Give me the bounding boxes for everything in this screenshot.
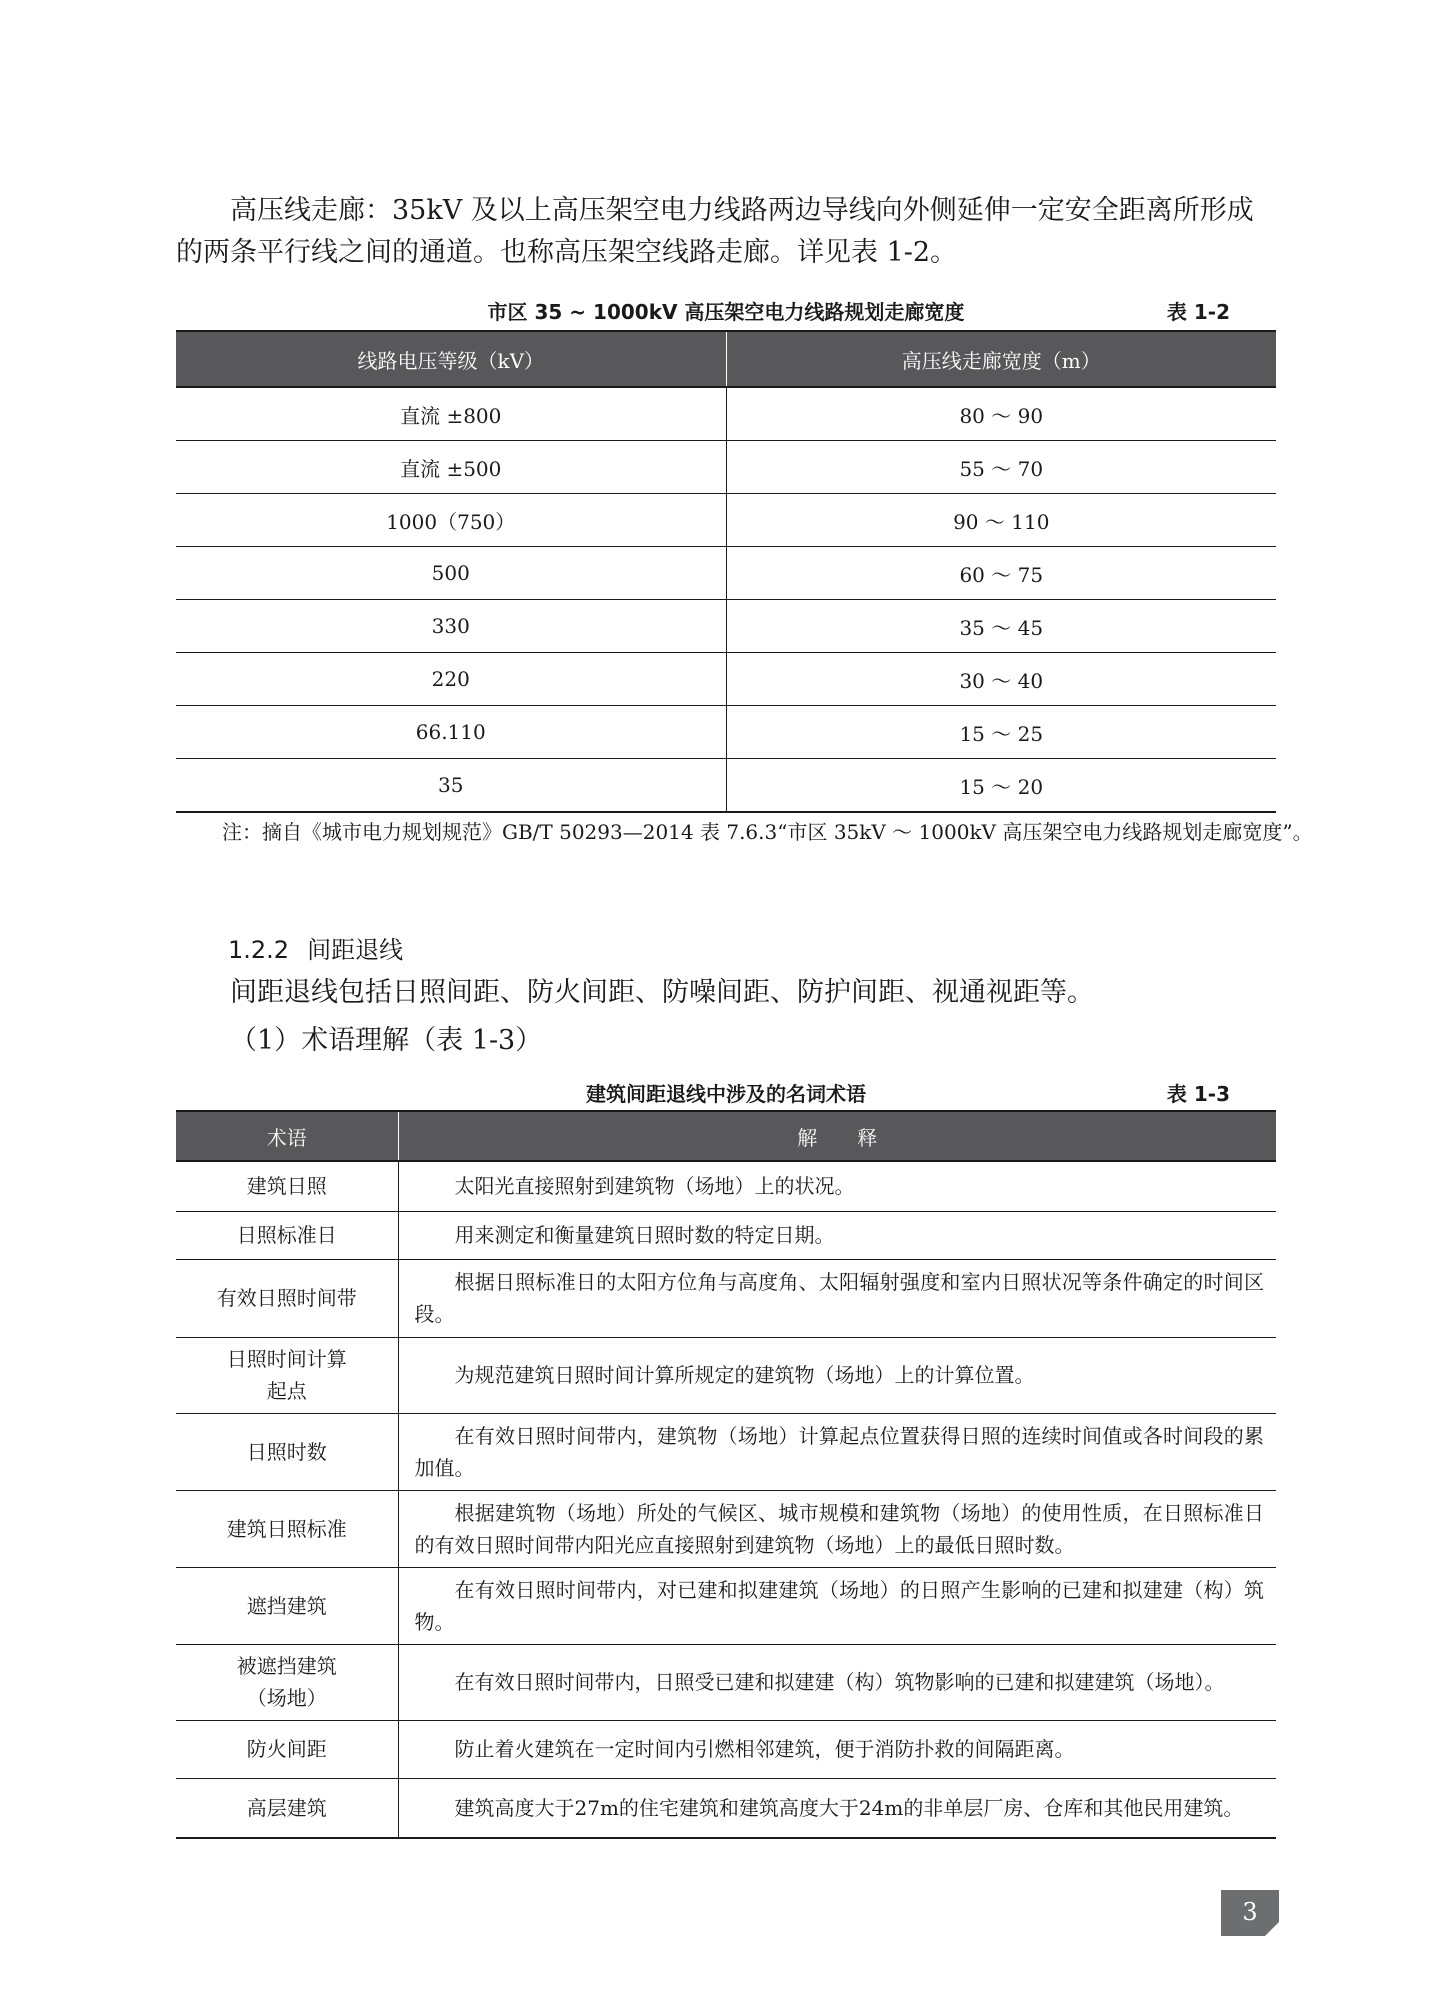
table-1-2-number: 表 1-2 (1166, 300, 1230, 324)
width-cell: 55 ～ 70 (726, 441, 1276, 494)
table-row (176, 1413, 1276, 1490)
term-cell: 高层建筑 (176, 1778, 398, 1838)
width-cell: 35 ～ 45 (726, 600, 1276, 653)
table-row (176, 1644, 1276, 1720)
explanation-cell: 用来测定和衡量建筑日照时数的特定日期。 (398, 1211, 1276, 1259)
voltage-cell: 500 (176, 547, 726, 600)
table-row (176, 1567, 1276, 1644)
voltage-cell: 220 (176, 653, 726, 706)
column-header-term: 术语 (176, 1111, 398, 1161)
width-cell: 80 ～ 90 (726, 387, 1276, 441)
section-heading (228, 930, 403, 965)
intro-paragraph: 高压线走廊：35kV 及以上高压架空电力线路两边导线向外侧延伸一定安全距离所形成的两条平行线之间的通道。也称高压架空线路走廊。详见表 1-2。 (176, 195, 1254, 268)
table-1-2-note: 注：摘自《城市电力规划规范》GB/T 50293—2014 表 7.6.3“市区 35kV ～ 1000kV 高压架空电力线路规划走廊宽度”。 (222, 820, 1313, 844)
table-row (176, 387, 1276, 441)
explanation-cell: 根据日照标准日的太阳方位角与高度角、太阳辐射强度和室内日照状况等条件确定的时间区段。 (398, 1259, 1276, 1337)
table-1-3-number: 表 1-3 (1166, 1082, 1230, 1106)
term-cell: 日照时数 (176, 1413, 398, 1490)
term-cell: 防火间距 (176, 1720, 398, 1778)
table-row (176, 759, 1276, 813)
table-row (176, 706, 1276, 759)
explanation-cell: 建筑高度大于27m的住宅建筑和建筑高度大于24m的非单层厂房、仓库和其他民用建筑。 (398, 1778, 1276, 1838)
column-header-width: 高压线走廊宽度（m） (726, 331, 1276, 387)
table-1-3 (176, 1110, 1276, 1839)
explanation-cell: 在有效日照时间带内，日照受已建和拟建建（构）筑物影响的已建和拟建建筑（场地）。 (398, 1644, 1276, 1720)
table-row (176, 1211, 1276, 1259)
explanation-cell: 太阳光直接照射到建筑物（场地）上的状况。 (398, 1161, 1276, 1211)
column-header-explanation: 解 释 (398, 1111, 1276, 1161)
subsection-heading: （1）术语理解（表 1-3） (230, 1025, 543, 1056)
column-header-voltage: 线路电压等级（kV） (176, 331, 726, 387)
term-cell: 建筑日照 (176, 1161, 398, 1211)
term-cell: 日照标准日 (176, 1211, 398, 1259)
term-cell: 被遮挡建筑（场地） (176, 1644, 398, 1720)
voltage-cell: 66.110 (176, 706, 726, 759)
table-1-3-caption (176, 1078, 1276, 1108)
table-header-row (176, 1111, 1276, 1161)
table-row (176, 600, 1276, 653)
term-cell: 遮挡建筑 (176, 1567, 398, 1644)
explanation-cell: 防止着火建筑在一定时间内引燃相邻建筑，便于消防扑救的间隔距离。 (398, 1720, 1276, 1778)
section-number: 1.2.2 (228, 936, 290, 964)
term-cell: 有效日照时间带 (176, 1259, 398, 1337)
voltage-cell: 330 (176, 600, 726, 653)
section-paragraph: 间距退线包括日照间距、防火间距、防噪间距、防护间距、视通视距等。 (230, 977, 1094, 1008)
page-number-badge (1221, 1890, 1279, 1936)
section-title: 间距退线 (307, 936, 404, 964)
table-row (176, 441, 1276, 494)
term-cell: 建筑日照标准 (176, 1490, 398, 1567)
explanation-cell: 为规范建筑日照时间计算所规定的建筑物（场地）上的计算位置。 (398, 1337, 1276, 1413)
table-1-2 (176, 330, 1276, 813)
width-cell: 60 ～ 75 (726, 547, 1276, 600)
voltage-cell: 35 (176, 759, 726, 813)
width-cell: 30 ～ 40 (726, 653, 1276, 706)
term-cell: 日照时间计算起点 (176, 1337, 398, 1413)
table-1-2-title: 市区 35 ~ 1000kV 高压架空电力线路规划走廊宽度 (487, 300, 965, 324)
table-header-row (176, 331, 1276, 387)
voltage-cell: 直流 ±500 (176, 441, 726, 494)
table-row (176, 494, 1276, 547)
width-cell: 15 ～ 20 (726, 759, 1276, 813)
explanation-cell: 在有效日照时间带内，建筑物（场地）计算起点位置获得日照的连续时间值或各时间段的累加值。 (398, 1413, 1276, 1490)
folded-corner (1265, 1922, 1279, 1936)
explanation-cell: 根据建筑物（场地）所处的气候区、城市规模和建筑物（场地）的使用性质，在日照标准日的有效日照时间带内阳光应直接照射到建筑物（场地）上的最低日照时数。 (398, 1490, 1276, 1567)
table-1-2-caption (176, 296, 1276, 326)
table-row (176, 1259, 1276, 1337)
table-1-3-title: 建筑间距退线中涉及的名词术语 (586, 1082, 866, 1106)
width-cell: 90 ～ 110 (726, 494, 1276, 547)
voltage-cell: 直流 ±800 (176, 387, 726, 441)
table-row (176, 1490, 1276, 1567)
table-row (176, 1161, 1276, 1211)
table-row (176, 653, 1276, 706)
page-number: 3 (1242, 1898, 1258, 1926)
voltage-cell: 1000（750） (176, 494, 726, 547)
table-row (176, 1778, 1276, 1838)
explanation-cell: 在有效日照时间带内，对已建和拟建建筑（场地）的日照产生影响的已建和拟建建（构）筑物。 (398, 1567, 1276, 1644)
table-row (176, 547, 1276, 600)
table-row (176, 1720, 1276, 1778)
width-cell: 15 ～ 25 (726, 706, 1276, 759)
table-row (176, 1337, 1276, 1413)
